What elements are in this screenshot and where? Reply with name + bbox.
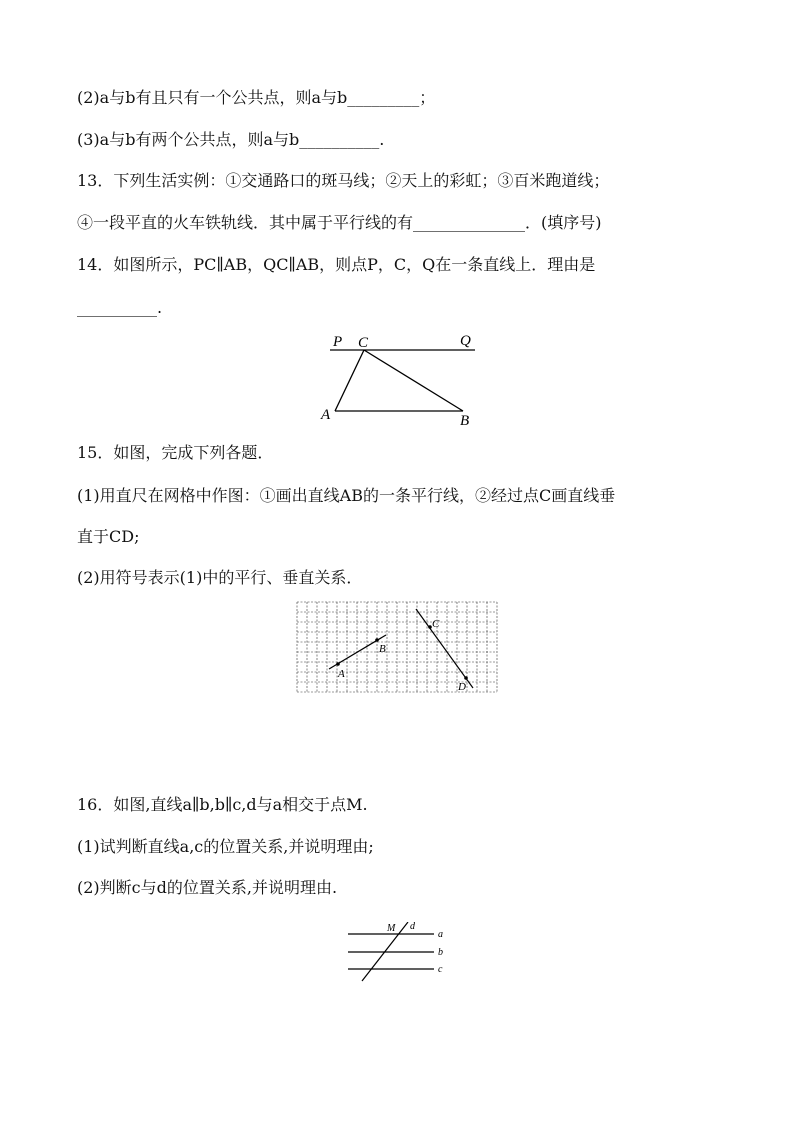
point-a (336, 662, 340, 666)
q13-stem-cont: ④一段平直的火车铁轨线．其中属于平行线的有______________．(填序号) (77, 213, 602, 232)
label-c: C (358, 335, 369, 351)
label-c: C (432, 618, 440, 630)
label-d: d (410, 922, 415, 932)
segment-cd (416, 609, 473, 688)
label-c: c (438, 964, 443, 975)
q12-part3: (3)a与b有两个公共点，则a与b__________. (77, 130, 385, 149)
q16-stem: 16．如图,直线a∥b,b∥c,d与a相交于点M. (77, 795, 368, 814)
point-d (464, 676, 468, 680)
q15-part2: (2)用符号表示(1)中的平行、垂直关系． (77, 568, 363, 587)
q15-part1: (1)用直尺在网格中作图：①画出直线AB的一条平行线，②经过点C画直线垂 (77, 486, 616, 505)
label-a: A (321, 407, 331, 423)
q15-stem: 15．如图，完成下列各题． (77, 443, 274, 462)
label-b: B (460, 413, 470, 428)
q15-grid-figure (296, 601, 500, 695)
q13-stem: 13．下列生活实例：①交通路口的斑马线；②天上的彩虹；③百米跑道线； (77, 171, 610, 190)
q12-part2: (2)a与b有且只有一个公共点，则a与b_________； (77, 88, 436, 107)
label-p: P (333, 334, 343, 350)
segment-cb (364, 350, 463, 411)
q16-part1: (1)试判断直线a,c的位置关系,并说明理由; (77, 837, 374, 856)
q16-part2: (2)判断c与d的位置关系,并说明理由. (77, 878, 338, 897)
label-a: A (338, 668, 345, 680)
label-q: Q (460, 333, 471, 349)
q15-part1-cont: 直于CD; (77, 527, 140, 546)
label-b: B (379, 643, 386, 655)
label-d: D (458, 681, 466, 693)
q14-stem: 14．如图所示，PC∥AB，QC∥AB，则点P，C，Q在一条直线上．理由是 (77, 255, 596, 274)
point-b (375, 638, 379, 642)
label-a: a (438, 929, 443, 940)
q14-blank: __________. (77, 298, 163, 317)
label-m: M (387, 923, 396, 934)
q14-figure (318, 328, 488, 428)
q16-figure (346, 922, 452, 984)
label-b: b (438, 947, 443, 958)
segment-ca (335, 350, 364, 411)
